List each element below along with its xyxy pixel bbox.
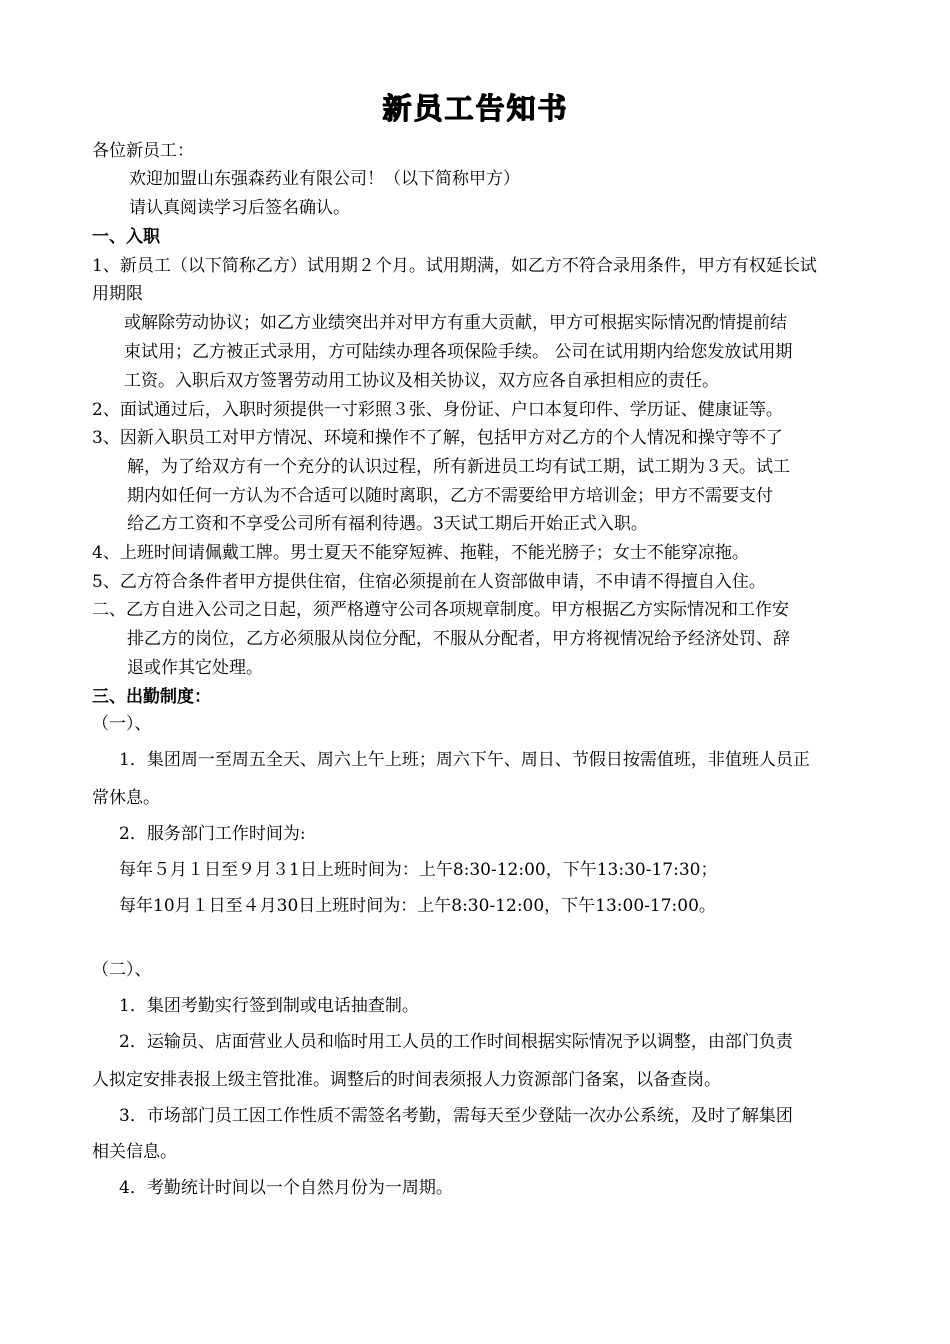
section1-item1-line: 或解除劳动协议；如乙方业绩突出并对甲方有重大贡献，甲方可根据实际情况酌情提前结 bbox=[124, 313, 787, 333]
section2-line: 退或作其它处理。 bbox=[127, 658, 263, 678]
section3-part2-p2-line: 2．运输员、店面营业人员和临时用工人员的工作时间根据实际情况予以调整，由部门负责 bbox=[119, 1032, 793, 1052]
section3-part1-label: （一）、 bbox=[92, 714, 152, 734]
section3-part1-p1-line: 常休息。 bbox=[92, 788, 160, 808]
section3-part1-p2: 2．服务部门工作时间为: bbox=[119, 824, 306, 844]
section1-item1-line: 工资。入职后双方签署劳动用工协议及相关协议，双方应各自承担相应的责任。 bbox=[124, 371, 719, 391]
section3-part1-p3: 每年５月１日至９月３1日上班时间为：上午8:30-12:00，下午13:30-17:30； bbox=[119, 860, 718, 880]
section1-item3-line: 期内如任何一方认为不合适可以随时离职，乙方不需要给甲方培训金；甲方不需要支付 bbox=[127, 486, 773, 506]
section3-part2-p1: 1．集团考勤实行签到制或电话抽查制。 bbox=[119, 996, 419, 1016]
greeting: 各位新员工： bbox=[92, 141, 194, 161]
section2-line: 排乙方的岗位，乙方必须服从岗位分配，不服从分配者，甲方将视情况给予经济处罚、辞 bbox=[127, 629, 790, 649]
section3-part2-p3-line: 3．市场部门员工因工作性质不需签名考勤，需每天至少登陆一次办公系统，及时了解集团 bbox=[119, 1106, 793, 1126]
section1-item1-line: 用期限 bbox=[92, 284, 143, 304]
section2-line: 二、乙方自进入公司之日起，须严格遵守公司各项规章制度。甲方根据乙方实际情况和工作安 bbox=[92, 600, 789, 620]
section1-item4: 4、上班时间请佩戴工牌。男士夏天不能穿短裤、拖鞋，不能光膀子；女士不能穿凉拖。 bbox=[92, 543, 749, 563]
section1-item2: 2、面试通过后，入职时须提供一寸彩照３张、身份证、户口本复印件、学历证、健康证等。 bbox=[92, 400, 783, 420]
section1-item3-line: 3、因新入职员工对甲方情况、环境和操作不了解，包括甲方对乙方的个人情况和操守等不了 bbox=[92, 428, 783, 448]
section3-part2-label: （二）、 bbox=[92, 960, 152, 980]
section3-part1-p1-line: 1．集团周一至周五全天、周六上午上班；周六下午、周日、节假日按需值班，非值班人员正 bbox=[119, 750, 810, 770]
welcome-line: 欢迎加盟山东强森药业有限公司！（以下简称甲方） bbox=[129, 169, 520, 189]
section1-item3-line: 解，为了给双方有一个充分的认识过程，所有新进员工均有试工期，试工期为３天。试工 bbox=[127, 457, 790, 477]
section1-item5: 5、乙方符合条件者甲方提供住宿，住宿必须提前在人资部做申请，不申请不得擅自入住。 bbox=[92, 572, 766, 592]
section3-part2-p3-line: 相关信息。 bbox=[92, 1142, 177, 1162]
section1-heading: 一、入职 bbox=[92, 227, 160, 247]
section3-heading: 三、出勤制度： bbox=[92, 687, 211, 707]
section3-part1-p4: 每年10月１日至４月30日上班时间为：上午8:30-12:00，下午13:00-17:00。 bbox=[119, 896, 716, 916]
document-title: 新员工告知书 bbox=[381, 91, 568, 125]
section3-part2-p2-line: 人拟定安排表报上级主管批准。调整后的时间表须报人力资源部门备案，以备查岗。 bbox=[92, 1070, 721, 1090]
section3-part2-p4: 4．考勤统计时间以一个自然月份为一周期。 bbox=[119, 1178, 453, 1198]
read-confirm-line: 请认真阅读学习后签名确认。 bbox=[129, 198, 350, 218]
section1-item1-line: 束试用；乙方被正式录用，方可陆续办理各项保险手续。 公司在试用期内给您发放试用期 bbox=[124, 342, 793, 362]
section1-item1-line: 1、新员工（以下简称乙方）试用期２个月。试用期满，如乙方不符合录用条件，甲方有权延长试 bbox=[92, 256, 817, 276]
section1-item3-line: 给乙方工资和不享受公司所有福利待遇。3天试工期后开始正式入职。 bbox=[127, 514, 648, 534]
